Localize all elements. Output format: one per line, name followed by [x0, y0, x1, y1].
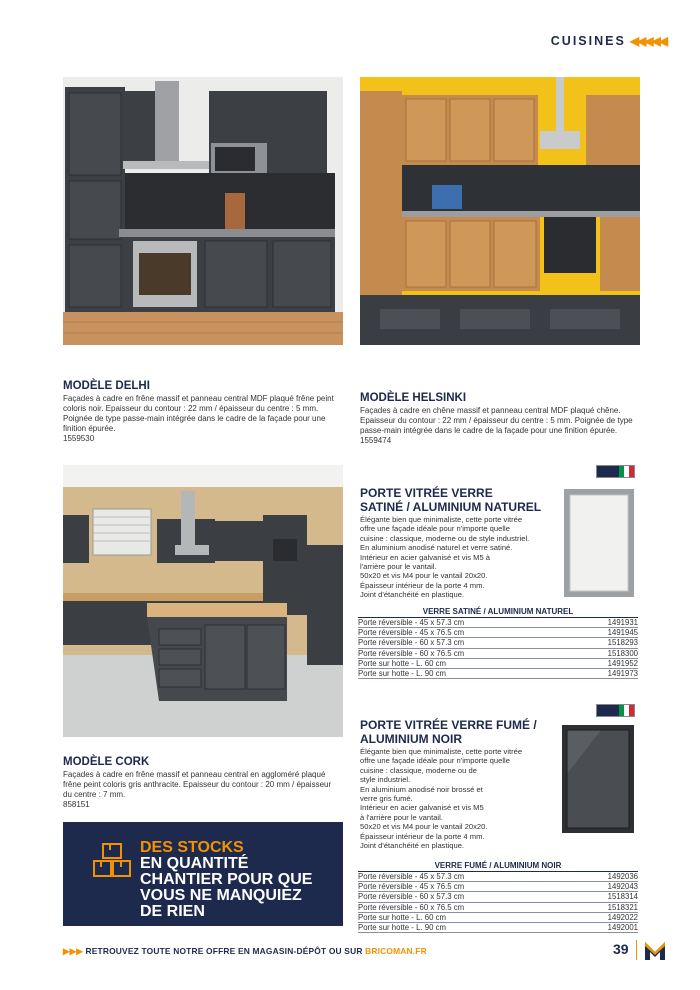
model-ref: 1559474	[360, 436, 392, 445]
model-delhi	[63, 380, 353, 444]
door-satine-image	[563, 488, 635, 598]
product-satine	[360, 486, 560, 600]
product-desc-line: Épaisseur intérieur de la porte 4 mm.	[360, 580, 485, 590]
row-ref: 1491952	[607, 658, 638, 668]
model-title: MODÈLE DELHI	[63, 380, 150, 392]
row-ref: 1518314	[607, 892, 638, 902]
row-ref: 1518300	[607, 648, 638, 658]
promo-line: CHANTIER POUR QUE	[140, 871, 313, 888]
product-desc-line: Épaisseur intérieur de la porte 4 mm.	[360, 831, 485, 841]
row-label: Porte réversible - 45 x 57.3 cm	[358, 618, 465, 627]
model-desc-line: Epaisseur du contour : 22 mm / épaisseur du centre : 5 mm. Poignée de type	[360, 416, 633, 425]
product-desc-line: à l'arrière pour le vantail.	[360, 812, 443, 822]
model-desc-line: Façades à cadre en chêne massif et panneau central MDF plaqué chêne.	[360, 406, 621, 415]
model-desc-line: du centre : 7 mm.	[63, 790, 126, 799]
row-label: Porte sur hotte - L. 60 cm	[358, 912, 446, 922]
product-desc-line: Intérieur en acier galvanisé et vis M5 à	[360, 552, 491, 562]
product-desc-line: offre une façade idéale pour n'importe quelle	[360, 756, 510, 766]
model-desc-line: frêne peint coloris gris anthracite. Epaisseur du contour : 20 mm / épaisseur	[63, 780, 332, 789]
row-label: Porte réversible - 45 x 57.3 cm	[358, 872, 465, 881]
ref-table-fume	[358, 861, 638, 933]
row-label: Porte sur hotte - L. 90 cm	[358, 669, 446, 679]
product-desc-line: Joint d'étanchéité en plastique.	[360, 590, 465, 600]
page-divider	[636, 940, 637, 960]
row-label: Porte réversible - 60 x 57.3 cm	[358, 892, 465, 902]
row-ref: 1491973	[607, 669, 638, 679]
model-desc-line: coloris noir. Epaisseur du contour : 22 mm / épaisseur du centre : 5 mm.	[63, 404, 319, 413]
product-title-line: ALUMINIUM NOIR	[360, 732, 462, 746]
section-title: CUISINES	[550, 34, 626, 48]
photo-cork	[63, 465, 343, 737]
model-title: MODÈLE CORK	[63, 756, 150, 768]
footer	[63, 946, 427, 956]
product-desc-line: cuisine : classique, moderne ou de	[360, 765, 477, 775]
row-label: Porte réversible - 60 x 57.3 cm	[358, 638, 465, 648]
product-desc-line: offre une façade idéale pour n'importe quelle	[360, 524, 510, 534]
row-label: Porte sur hotte - L. 90 cm	[358, 923, 446, 933]
table-header: VERRE FUMÉ / ALUMINIUM NOIR	[358, 861, 638, 872]
product-desc-line: verre gris fumé.	[360, 794, 413, 804]
row-label: Porte réversible - 45 x 76.5 cm	[358, 882, 465, 892]
product-desc-line: En aluminium anodisé naturel et verre satiné.	[360, 543, 513, 553]
made-in-italy-badge	[596, 704, 635, 717]
arrow-right-icon: ▶▶▶	[63, 946, 83, 956]
table-row	[358, 892, 638, 902]
footer-link[interactable]: BRICOMAN.FR	[365, 946, 427, 956]
row-label: Porte réversible - 45 x 76.5 cm	[358, 628, 465, 638]
model-ref: 858151	[63, 800, 90, 809]
stock-boxes-icon	[93, 842, 131, 878]
product-desc-line: Élégante bien que minimaliste, cette porte vitrée	[360, 515, 523, 524]
table-row	[358, 638, 638, 648]
promo-line: VOUS NE MANQUIEZ	[140, 887, 302, 904]
row-ref: 1491931	[607, 618, 638, 627]
model-desc-line: Poignée de type passe-main intégrée dans le cadre de la façade pour une	[63, 414, 326, 423]
bricoman-logo	[643, 938, 667, 962]
row-label: Porte réversible - 60 x 76.5 cm	[358, 648, 465, 658]
made-in-italy-badge	[596, 465, 635, 478]
product-desc-line: 50x20 et vis M4 pour le vantail 20x20.	[360, 571, 488, 581]
product-title-line: PORTE VITRÉE VERRE FUMÉ /	[360, 718, 537, 732]
product-desc-line: cuisine : classique, moderne ou de style industriel.	[360, 533, 530, 543]
row-ref: 1492043	[607, 882, 638, 892]
page-number: 39	[613, 941, 629, 957]
row-label: Porte sur hotte - L. 60 cm	[358, 658, 446, 668]
model-desc-line: Façades à cadre en frêne massif et panneau central MDF plaqué frêne peint	[63, 394, 334, 403]
product-fume	[360, 718, 560, 850]
table-row	[358, 628, 638, 638]
product-desc-line: l'arrière pour le vantail.	[360, 562, 437, 572]
photo-delhi	[63, 77, 343, 345]
promo-line: DES STOCKS	[140, 839, 244, 856]
product-title	[360, 486, 560, 514]
table-row	[358, 923, 638, 933]
promo-line: DE RIEN	[140, 903, 205, 920]
row-ref: 1492001	[607, 923, 638, 933]
model-helsinki	[360, 392, 650, 446]
model-desc-line: finition épurée.	[63, 424, 116, 433]
section-header	[551, 34, 668, 48]
table-row	[358, 882, 638, 892]
footer-text: RETROUVEZ TOUTE NOTRE OFFRE EN MAGASIN-DÉPÔT OU SUR	[85, 946, 363, 956]
row-ref: 1518321	[607, 902, 638, 912]
model-cork	[63, 756, 353, 810]
table-row	[358, 872, 638, 882]
table-row	[358, 649, 638, 659]
product-title-line: PORTE VITRÉE VERRE	[360, 486, 493, 500]
product-desc-line: Élégante bien que minimaliste, cette porte vitrée	[360, 747, 523, 756]
promo-line: EN QUANTITÉ	[140, 855, 249, 872]
row-ref: 1492022	[607, 912, 638, 922]
model-title: MODÈLE HELSINKI	[360, 392, 467, 404]
model-ref: 1559530	[63, 434, 95, 443]
product-desc-line: style industriel.	[360, 775, 411, 785]
table-header: VERRE SATINÉ / ALUMINIUM NATUREL	[358, 607, 638, 618]
product-desc-line: Joint d'étanchéité en plastique.	[360, 841, 465, 851]
row-ref: 1492036	[607, 872, 638, 881]
promo-banner	[63, 822, 343, 926]
row-ref: 1491945	[607, 628, 638, 638]
door-fume-image	[561, 724, 635, 834]
table-row	[358, 669, 638, 679]
ref-table-satine	[358, 607, 638, 679]
product-desc-line: 50x20 et vis M4 pour le vantail 20x20.	[360, 822, 488, 832]
table-row	[358, 913, 638, 923]
product-title-line: SATINÉ / ALUMINIUM NATUREL	[360, 500, 542, 514]
table-row	[358, 903, 638, 913]
product-desc-line: Intérieur en acier galvanisé et vis M5	[360, 803, 484, 813]
table-row	[358, 618, 638, 628]
model-desc-line: passe-main intégrée dans le cadre de la façade pour une finition épurée.	[360, 426, 618, 435]
product-title	[360, 718, 560, 746]
table-row	[358, 659, 638, 669]
product-desc-line: En aluminium anodisé noir brossé et	[360, 784, 483, 794]
photo-helsinki	[360, 77, 640, 345]
chevron-icon: ◀ ◀ ◀ ◀ ◀	[629, 34, 668, 48]
model-desc-line: Façades à cadre en frêne massif et panneau central en aggloméré plaqué	[63, 770, 326, 779]
row-ref: 1518293	[607, 638, 638, 648]
row-label: Porte réversible - 60 x 76.5 cm	[358, 902, 465, 912]
